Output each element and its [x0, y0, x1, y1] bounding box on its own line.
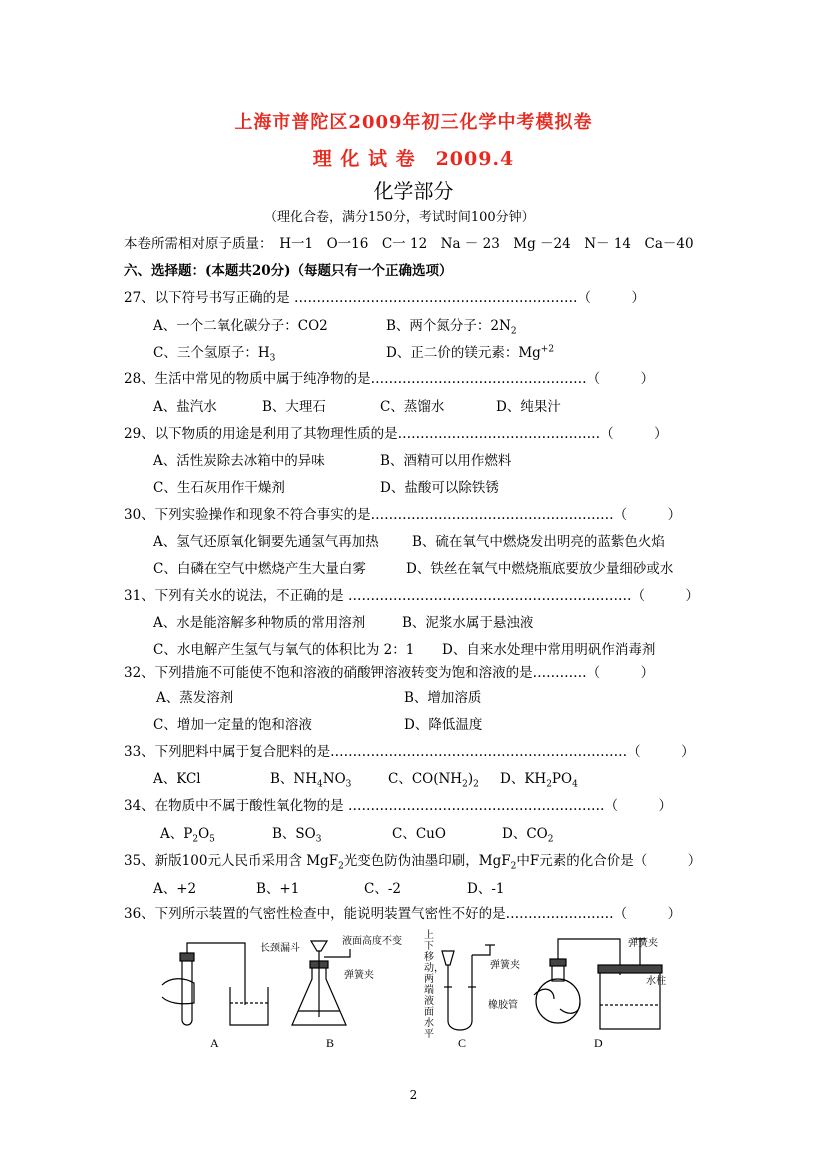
apparatus-figure: [150, 925, 690, 1055]
c-clip-label: 弹簧夹: [490, 960, 520, 971]
c-note-label: 上下移动，两端液面水平: [424, 930, 444, 1040]
q28-option-d: D、纯果汁: [496, 399, 561, 415]
apparatus-b: [292, 941, 350, 1025]
q28-stem: 28、生活中常见的物质中属于纯净物的是…………………………………………（ ）: [124, 371, 655, 387]
q27-option-b: B、两个氮分子：$2N_2$: [386, 318, 517, 337]
q31-option-c: C、水电解产生氢气与氧气的体积比为 2：1: [153, 642, 415, 658]
q31-stem: 31、下列有关水的说法，不正确的是 ………………………………………………………（ ）: [124, 588, 699, 604]
q30-option-c: C、白磷在空气中燃烧产生大量白雾: [153, 561, 366, 577]
q35-stem: 35、新版100元人民币采用含 MgF$_2$光变色防伪油墨印刷，MgF$_2$中F元素的化合价是（ ）: [124, 853, 702, 872]
figure-label-c: C: [458, 1036, 467, 1050]
q34-stem: 34、在物质中不属于酸性氧化物的是 …………………………………………………（ ）: [124, 798, 672, 814]
q30-option-a: A、氢气还原氧化铜要先通氢气再加热: [153, 534, 379, 550]
q29-option-a: A、活性炭除去冰箱中的异味: [153, 453, 325, 469]
q32-option-c: C、增加一定量的饱和溶液: [153, 717, 312, 733]
q31-option-d: D、自来水处理中常用明矾作消毒剂: [442, 642, 656, 658]
d-water-label: 水柱: [646, 976, 666, 987]
apparatus-a: [162, 943, 268, 1025]
q31-option-a: A、水是能溶解多种物质的常用溶剂: [153, 615, 366, 631]
b-clip-label: 弹簧夹: [344, 970, 374, 981]
q30-option-d: D、铁丝在氧气中燃烧瓶底要放少量细砂或水: [406, 561, 674, 577]
q35-option-b: B、+1: [256, 881, 300, 897]
b-level-label: 液面高度不变: [342, 936, 402, 947]
apparatus-d: [534, 939, 662, 1029]
q33-option-d: D、$KH_2PO_4$: [500, 771, 578, 790]
exam-title: 上海市普陀区2009年初三化学中考模拟卷: [234, 112, 593, 133]
q33-option-b: B、$NH_4NO_3$: [270, 771, 352, 790]
q28-option-b: B、大理石: [262, 399, 326, 415]
page-number: 2: [409, 1088, 418, 1102]
figure-label-d: D: [594, 1036, 603, 1050]
section-title: 化学部分: [373, 179, 454, 203]
q35-option-a: A、+2: [153, 881, 197, 897]
figure-label-b: B: [326, 1036, 335, 1050]
q33-stem: 33、下列肥料中属于复合肥料的是…………………………………………………………（ ）: [124, 744, 695, 760]
part-title: 六、选择题：(本题共20分)（每题只有一个正确选项）: [124, 263, 453, 279]
q32-option-b: B、增加溶质: [404, 690, 482, 706]
q34-option-b: B、$SO_3$: [272, 826, 322, 845]
q35-option-d: D、-1: [467, 881, 505, 897]
q28-option-c: C、蒸馏水: [380, 399, 445, 415]
b-funnel-label: 长颈漏斗: [260, 943, 300, 954]
exam-note: （理化合卷，满分150分，考试时间100分钟）: [264, 210, 535, 225]
q33-option-a: A、KCl: [153, 771, 201, 787]
q33-option-c: C、$CO(NH_2)_2$: [388, 771, 479, 790]
q31-option-b: B、泥浆水属于悬浊液: [402, 615, 534, 631]
q29-option-b: B、酒精可以用作燃料: [380, 453, 512, 469]
q34-option-c: C、CuO: [392, 826, 446, 842]
q28-option-a: A、盐汽水: [153, 399, 217, 415]
q32-option-d: D、降低温度: [404, 717, 483, 733]
atomic-masses: 本卷所需相对原子质量： H一1 O一16 C一 12 Na － 23 Mg －24 N－ 14 Ca－40: [124, 236, 694, 252]
q35-option-c: C、-2: [364, 881, 401, 897]
q30-option-b: B、硫在氧气中燃烧发出明亮的蓝紫色火焰: [412, 534, 665, 550]
q34-option-a: A、$P_2O_5$: [160, 826, 215, 845]
q29-option-c: C、生石灰用作干燥剂: [153, 480, 285, 496]
q29-stem: 29、以下物质的用途是利用了其物理性质的是………………………………………（ ）: [124, 426, 668, 442]
q29-option-d: D、盐酸可以除铁锈: [380, 480, 499, 496]
q30-stem: 30、下列实验操作和现象不符合事实的是………………………………………………（ ）: [124, 507, 682, 523]
q27-option-c: C、三个氢原子：$H_3$: [153, 345, 276, 364]
d-clip-label: 弹簧夹: [628, 938, 658, 949]
q36-stem: 36、下列所示装置的气密性检查中，能说明装置气密性不好的是……………………（ ）: [124, 906, 682, 922]
figure-label-a: A: [210, 1036, 219, 1050]
apparatus-c: [442, 945, 495, 1030]
q32-option-a: A、蒸发溶剂: [156, 690, 234, 706]
q32-stem: 32、下列措施不可能使不饱和溶液的硝酸钾溶液转变为饱和溶液的是…………（ ）: [124, 665, 655, 681]
exam-subtitle: 理 化 试 卷 2009.4: [312, 148, 515, 170]
q34-option-d: D、$CO_2$: [502, 826, 554, 845]
q27-stem: 27、以下符号书写正确的是 ………………………………………………………（ ）: [124, 290, 645, 306]
q27-option-a: A、一个二氧化碳分子：CO2: [153, 318, 328, 334]
c-tube-label: 橡胶管: [488, 1000, 518, 1011]
q27-option-d: D、正二价的镁元素：$Mg^{+2}$: [386, 344, 555, 361]
